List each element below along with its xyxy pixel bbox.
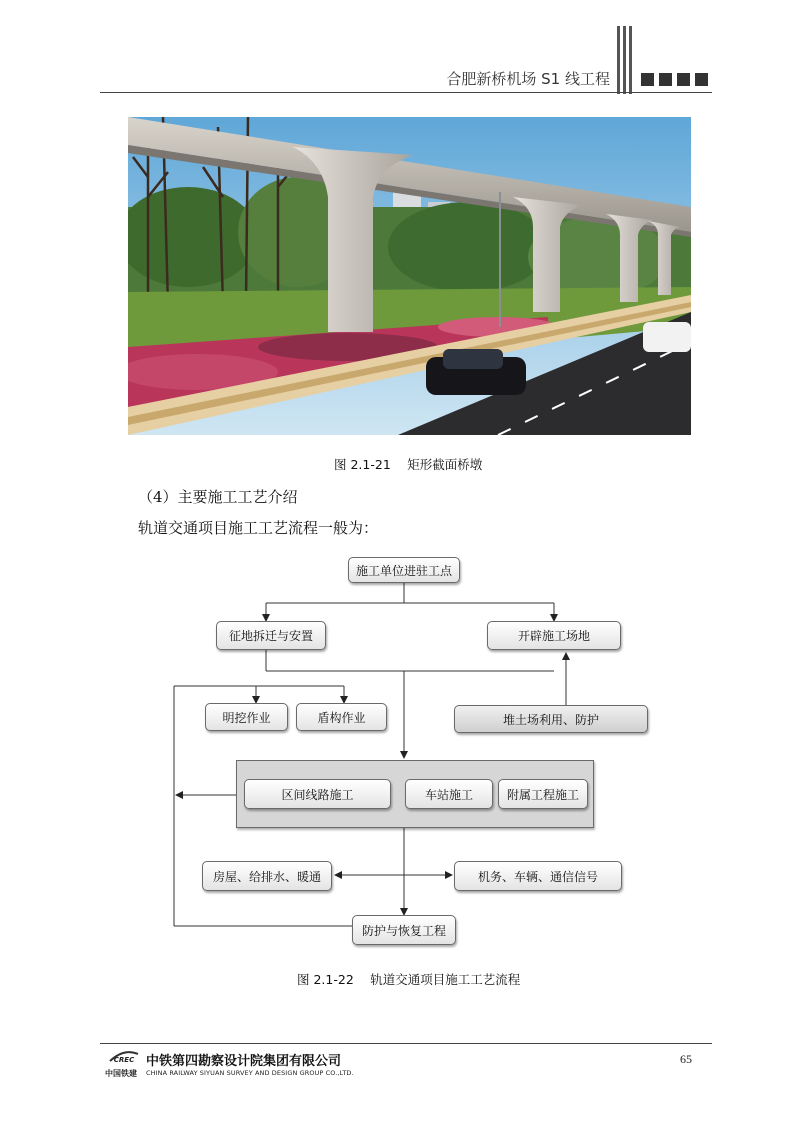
flow-node-relocation: 征地拆迁与安置: [216, 621, 326, 650]
figure1-caption: 图 2.1-21 矩形截面桥墩: [334, 457, 483, 472]
company-name-cn: 中铁第四勘察设计院集团有限公司: [146, 1054, 342, 1069]
footer-rule: [100, 1043, 712, 1044]
page-number: 65: [680, 1052, 692, 1066]
header-title: 合肥新桥机场 S1 线工程: [446, 70, 610, 88]
figure2-caption: 图 2.1-22 轨道交通项目施工工艺流程: [297, 972, 521, 987]
brand-name: 中国铁建: [105, 1069, 137, 1078]
flow-node-section-line: 区间线路施工: [244, 779, 391, 809]
flow-node-housing: 房屋、给排水、暖通: [202, 861, 332, 891]
company-logo: [108, 1048, 140, 1066]
bridge-pier-photo: [128, 117, 691, 435]
flow-node-mechanical: 机务、车辆、通信信号: [454, 861, 622, 891]
intro-paragraph: 轨道交通项目施工工艺流程一般为：: [138, 519, 379, 537]
flow-node-spoil-yard: 堆土场利用、防护: [454, 705, 648, 733]
flow-node-shield: 盾构作业: [296, 703, 387, 731]
construction-flowchart: [160, 553, 640, 953]
logo-text: CREC: [113, 1056, 135, 1064]
flow-node-ancillary: 附属工程施工: [498, 779, 588, 809]
flow-node-site-clearing: 开辟施工场地: [487, 621, 621, 650]
flow-node-entry: 施工单位进驻工点: [348, 557, 460, 583]
flow-node-restoration: 防护与恢复工程: [352, 915, 456, 945]
header-rule: [100, 92, 712, 93]
company-name-en: CHINA RAILWAY SIYUAN SURVEY AND DESIGN GROUP CO.,LTD.: [146, 1069, 354, 1077]
flow-node-station: 车站施工: [405, 779, 493, 809]
section-heading: （4）主要施工工艺介绍: [138, 488, 298, 506]
flow-node-open-cut: 明挖作业: [205, 703, 288, 731]
